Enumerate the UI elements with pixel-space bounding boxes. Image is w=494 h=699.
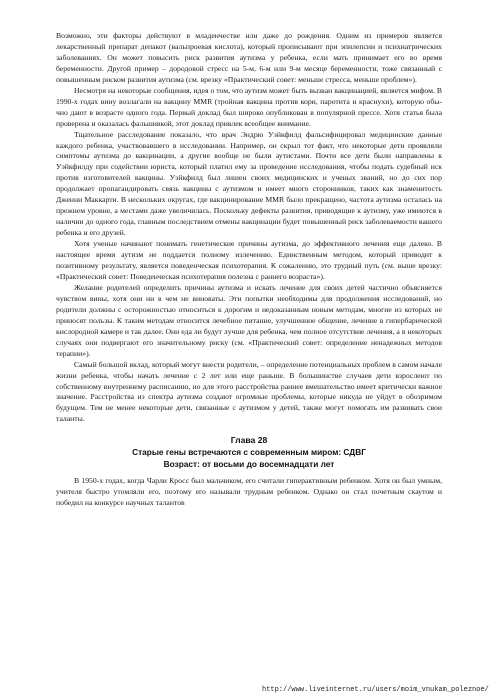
chapter-heading bbox=[56, 434, 442, 470]
chapter-number: Глава 28 bbox=[230, 435, 268, 446]
chapter-subtitle: Возраст: от восьми до восемнадцати лет bbox=[163, 459, 335, 470]
source-url[interactable]: http://www.liveinternet.ru/users/moim_vnukam_poleznoe/ bbox=[262, 686, 489, 694]
paragraph: Тщательное расследование показало, что врач Эндрю Уэйкфилд фальсифицировал медицинские данные каждого ребенка, участвовавшего в исследовании. Например, он скрыл тот факт, что некоторые дети проявляли симптомы аутизма до вакцинации, а другие вообще не были аутистами. Почти все дети были направлены к Уэйкфилду при содействии юриста, который платил ему за проведение исследования, чтобы подать судебный иск против изготовителей вакцины. Уэйкфилд был лишен своих медицинских и ученых званий, но до сих пор продолжает пропагандировать связь вакцины с аутизмом и имеет много сторонников, таких как знаменитость Дженни Маккарти. В нескольких округах, где вакцинирование MMR было прекращено, частота аутизма осталась на прежнем уровне, а местами даже увеличилась. Поскольку дефекты развития, приводящие к аутизму, уже имеются в наличии до одного года, главным последствием отмены вакцинации будет повышенный риск заболеваемости вашего ребенка и его друзей. bbox=[56, 129, 442, 238]
chapter-title: Старые гены встречаются с современным миром: СДВГ bbox=[132, 447, 366, 458]
paragraph: Самый большой вклад, который могут внести родители, – определение потенциальных проблем в самом начале жизни ребенка, чтобы начать лечение с 2 лет или еще раньше. В большинстве случаев дети взрослеют по собственному внутреннему расписанию, но для этого расстройства раннее вмешательство имеет критически важное значение. Расстройства из спектра аутизма создают огромные проблемы, которые никуда не уйдут в обозримом будущем. Тем не менее некоторые дети, связанные с аутизмом у детей, также могут помогать им развивать свои таланты. bbox=[56, 359, 442, 424]
paragraph: Желание родителей определить причины аутизма и искать лечение для своих детей частично объясняется чувством вины, хотя они ни в чем не виноваты. Эти попытки необходимы для продолжения исследований, но родители должны с осторожностью относиться к дорогим и недоказанным новым методам, многие из которых не приносят пользы. К таким методам относится лечебное питание, улучшенное общение, лечение в гипербарической кислородной камере и так далее. Они еда ли будут лучше для ребенка, чем полное отсутствие лечения, а в некоторых случаях они подвергают его значительному риску (см. «Практический совет: определение ненадежных методов терапии»). bbox=[56, 282, 442, 358]
paragraph: В 1950-х годах, когда Чарли Кросс был мальчиком, его считали гиперактивным ребенком. Хотя он был умным, учителя быстро утомляли его, поэтому его называли трудным ребенком. Однако он стал почетным скаутом и победил на конкурсе научных талантов bbox=[56, 476, 442, 508]
paragraph: Хотя ученые начинают понимать генетические причины аутизма, до эффективного лечения еще далеко. В настоящее время аутизм не поддается полному излечению. Единственным методом, который приводит к позитивному результату, является поведенческая психотерапия. К сожалению, это трудный путь (см. выше врезку: «Практический совет: Поведенческая психотерапия полезна с раннего возраста»). bbox=[56, 239, 442, 281]
body-text bbox=[56, 31, 442, 509]
paragraph: Возможно, эти факторы действуют в младенчестве или даже до рождения. Одним из примеров является лекарственный препарат депакот (вальпроевая кислота), который прописывают при эпилепсии и психиатрических заболеваниях. Он может повысить риск развития аутизма у ребенка, если мать принимает его во время беременности. Другой пример – дородовой стресс на 5-м, 6-м или 9-м месяце беременности, тоже связанный с повышенным риском развития аутизма (см. врезку «Практический совет: меньше стресса, меньше проблем»). bbox=[56, 31, 442, 84]
paragraph: Несмотря на некоторые сообщения, идея о том, что аутизм может быть вызван вакцинацией, является мифом. В 1990-х годах вину возлагали на вакцину MMR (тройная вакцина против кори, паротита и краснухи), которую обы-чно дают в возрасте одного года. Первый доклад был широко опубликован в популярной прессе. Хотя статья была проверена и оказалась фальшивкой, этот доклад привлек всеобщее внимание. bbox=[56, 85, 442, 128]
